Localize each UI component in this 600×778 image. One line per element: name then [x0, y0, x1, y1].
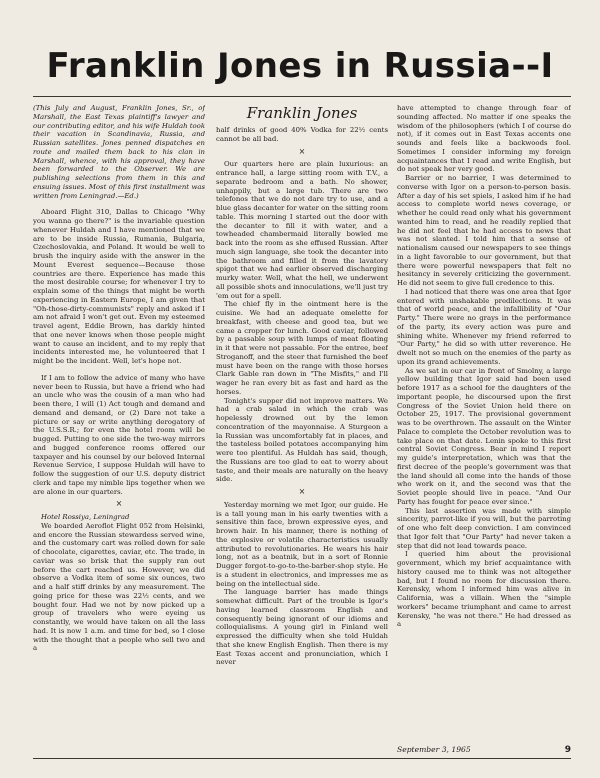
paragraph-supper: Tonight's supper did not improve matters. We had a crab salad in which the crab was hopelessly drowned out by the lemon concentration of the mayonnaise. A Sturgeon a la Russian was uncomfortably fat in places, and the tasteless boiled potatoes accompanying him were too plentiful. As Huldah has said, though, the Russians are too glad to eat to worry about taste, and their meals are naturally on the heavy side.: [216, 396, 388, 484]
page-number: 9: [564, 745, 571, 755]
paragraph-aeroflot: We boarded Aeroflot Flight 052 from Helsinki, and encore the Russian stewardess served wine, and the customary cart was rolled down for sale of chocolate, cigarettes, caviar, etc. The trade, in caviar was so brisk that the supply ran out before the cart reached us. However, we did observe a Vodka item of some six ounces, two and a half stiff drinks by any measurement. The going price for these was 22½ cents, and we bought four. Had we not by now picked up a group of travelers who were eyeing us constantly, we would have taken on all the lass had. It is now 1 a.m. and time for bed, so I close with the thought that a people who sell two and a: [33, 521, 205, 653]
issue-date: September 3, 1965: [397, 745, 471, 754]
bottom-rule: [33, 758, 571, 759]
page-footer: [397, 745, 571, 755]
paragraph-cuisine: The chief fly in the ointment here is the cuisine. We had an adequate omelette for breakfast, with cheese and good tea, but we came a cropper for lunch. Good caviar, followed by a passable soup with lumps of meat floating in it that were not passable. For the entree, beef Stroganoff, and the steer that furnished the beef must have been on the range with those horses Clark Gable ran down in "The Misfits," and I'll wager he ran every bit as fast and hard as the horses.: [216, 300, 388, 396]
paragraph-kerensky: I queried him about the provisional government, which my brief acquaintance with history caused me to think was not altogether bad, but I found no room for discussion there. Kerensky, whom I informed him was alive in California, was a villain. When the "simple workers" became triumphant and came to arrest Kerensky, "he was not there." He had dressed as a: [397, 550, 571, 629]
editor-intro: (This July and August, Franklin Jones, Sr., of Marshall, the East Texas plaintiff's lawyer and our contributing editor, and his wife Huldah took their vacation in Scandinavia, Russia, and Russian satellites. Jones penned dispatches en route and mailed them back to his clan in Marshall, whence, with his approval, they have been forwarded to the Observer. We are publishing selections from them in this and ensuing issues. Most of this first installment was written from Leningrad.—Ed.): [33, 104, 205, 200]
paragraph-smolny: As we sat in our car in front of Smolny, a large yellow building that Igor said had been used before 1917 as a school for the daughters of the important people, he discoursed upon the first Congress of the Soviet Union held there on October 25, 1917. The provisional government was to be overthrown. The assault on the Winter Palace to complete the October revolution was to take place on that date. Lenin spoke to this first central Soviet Congress. Bear in mind I report my guide's interpretation, which was that the first decree of the people's government was that the land should all come into the hands of those who work on it, and the second was that the Soviet people should live in peace. "And Our Party has fought for peace ever since.": [397, 366, 571, 506]
paragraph-assertion: This last assertion was made with simple sincerity, parrot-like if you will, but the parroting of one who felt deep conviction. I am convinced that Igor felt that "Our Party" had never taken a step that did not lead towards peace.: [397, 506, 571, 550]
paragraph-igor: Yesterday morning we met Igor, our guide. He is a tall young man in his early twenties with a sensitive thin face, brown expressive eyes, and brown hair. In his manner, there is nothing of the explosive or volatile characteristics usually attributed to revolutionaries. He wears his hair long, not as a beatnik, but in a sort of Ronnie Dugger forgot-to-go-to-the-barber-shop style. He is a student in electronics, and impresses me as being on the intellectual side.: [216, 500, 388, 588]
dateline-leningrad: Hotel Rossiya, Leningrad: [41, 513, 130, 521]
paragraph-flight: Aboard Flight 310, Dallas to Chicago "Why you wanna go there?" is the invariable question whenever Huldah and I have mentioned that we are to be inside Russia, Rumania, Bulgaria, Czechoslovakia, and Poland. It would be well to brush the inquiry aside with the answer in the Mount Everest sequence—Because those countries are there. Experience has made this the most desirable course; for whenever I try to explain some of the things that might be worth experiencing in Eastern Europe, I am given that "Oh-those-dirty-communists" reply and asked if I am not afraid I won't get out. Even my esteemed travel agent, Eddie Brown, has darkly hinted that one never knows when those people might want to cause an incident, and to my reply that incidents interested me, he volunteered that I might be the incident. Well, let's hope not.: [33, 208, 205, 365]
paragraph-party: I had noticed that there was one area that Igor entered with unshakable predilections. It was that of world peace, and the infallibility of "Our Party." There were no grays in the performance of the party, its every action was pure and shining white. Whenever my friend referred to "Our Party," he did so with utter reverence. He dwelt not so much on the enemies of the party as upon its grand achievements.: [397, 287, 571, 366]
headline: Franklin Jones in Russia--I: [46, 46, 554, 86]
section-separator: ×: [298, 146, 306, 156]
top-rule: [33, 96, 571, 97]
column-2: [216, 104, 388, 754]
column-1: [33, 104, 205, 754]
section-separator: ×: [298, 487, 306, 496]
section-separator: ×: [115, 499, 123, 509]
paragraph-accent: have attempted to change through fear of sounding affected. No matter if one speaks the wisdom of the philosophers (which I of course do not), if it comes out in East Texas accents one sounds and feels like a backwoods fool. Sometimes I consider informing my foreign acquaintances that I read and write English, but do not speak her very good.: [397, 104, 571, 174]
column-3: [397, 104, 571, 739]
paragraph-barrier: Barrier or no barrier, I was determined to converse with Igor on a person-to-person basis. After a day of his set spiels, I asked him if he had access to complete world news coverage, or whether he could read only what his government wanted him to read, and he readily replied that he did not feel that he had access to news that was not slanted. I told him that a sense of nationalism caused our newspapers to see things in a light favorable to our government, but that there were powerful newspapers that felt no hesitancy in severely criticizing the government. He did not seem to give full credence to this.: [397, 174, 571, 287]
paragraph-vodka-end: half drinks of good 40% Vodka for 22½ cents cannot be all bad.: [216, 126, 388, 143]
paragraph-quarters: Our quarters here are plain luxurious: an entrance hall, a large sitting room with T.V., a separate bedroom and a bath. No shower, unhappily, but a large tub. There are two telefonos that we do not dare try to use, and a blue glass decanter for water on the sitting room table. This morning I started out the door with the decanter to fill it with water, and a towheaded chambermaid literally bowled me back into the room as she effused Russian. After much sign language, she took the decanter into the bathroom and filled it from the lavatory spigot that we had earlier observed discharging murky water. Well, what the hell, we underwent all possible shots and innoculations, we'll just try 'em out for a spell.: [216, 160, 388, 300]
paragraph-advice: If I am to follow the advice of many who have never been to Russia, but have a friend who had an uncle who was the cousin of a man who had been there, I will (1) Act tough and demand and demand and demand, or (2) Dare not take a picture or say or write anything derogatory of the U.S.S.R.; for even the hotel room will be bugged. Putting to one side the two-way mirrors and bugged conference rooms offered our taxpayer and his counsel by our beloved Internal Revenue Service, I suppose Huldah will have to follow the suggestion of our U.S. deputy district clerk and tape my nimble lips together when we are alone in our quarters.: [33, 373, 205, 496]
byline: Franklin Jones: [246, 104, 358, 122]
paragraph-language: The language barrier has made things somewhat difficult. Part of the trouble is Igor's having learned classroom English and consequently being ignorant of our idioms and colloquialisms. A young girl in Finland well expressed the difficulty when she told Huldah that she knew English English. Then there is my East Texas accent and pronunciation, which I never: [216, 588, 388, 667]
